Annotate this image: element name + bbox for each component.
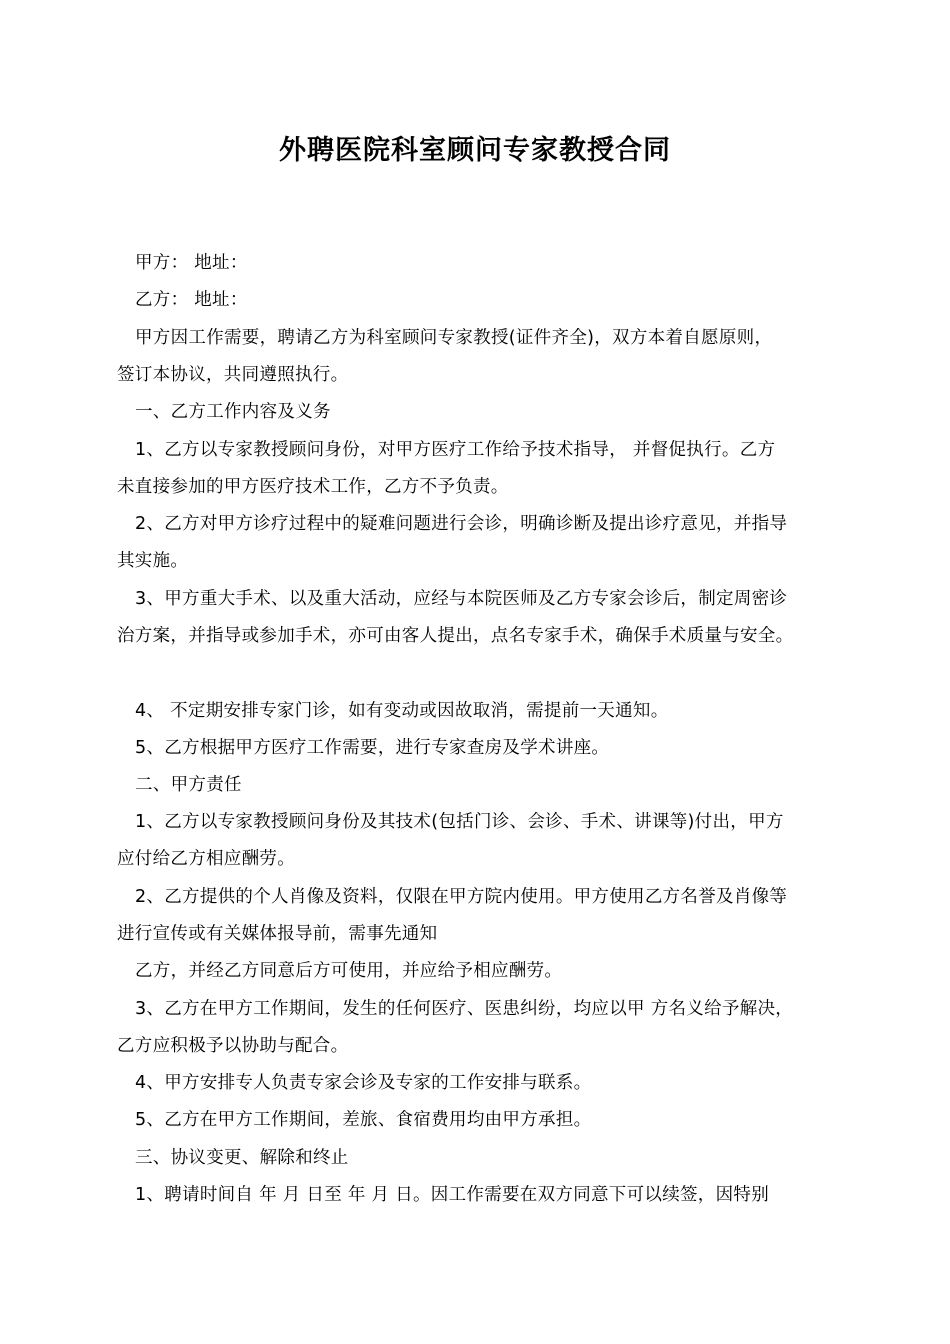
party-a-line: 甲方： 地址： — [135, 253, 248, 273]
paragraph-line: 5、乙方在甲方工作期间，差旅、食宿费用均由甲方承担。 — [135, 1110, 592, 1130]
paragraph-line: 3、乙方在甲方工作期间，发生的任何医疗、医患纠纷，均应以甲 方名义给予解决， — [135, 999, 794, 1019]
party-b-line: 乙方： 地址： — [135, 290, 248, 310]
paragraph-line: 1、乙方以专家教授顾问身份，对甲方医疗工作给予技术指导， 并督促执行。乙方 — [135, 440, 776, 460]
document-title: 外聘医院科室顾问专家教授合同 — [279, 135, 671, 166]
paragraph-line: 4、 不定期安排专家门诊，如有变动或因故取消，需提前一天通知。 — [135, 701, 669, 721]
paragraph-line: 签订本协议，共同遵照执行。 — [117, 365, 349, 385]
paragraph-line: 3、甲方重大手术、以及重大活动，应经与本院医师及乙方专家会诊后，制定周密诊 — [135, 589, 788, 609]
paragraph-line: 1、聘请时间自 年 月 日至 年 月 日。因工作需要在双方同意下可以续签，因特别 — [135, 1185, 770, 1205]
paragraph-line: 应付给乙方相应酬劳。 — [117, 849, 295, 869]
section-heading: 一、乙方工作内容及义务 — [135, 402, 331, 422]
section-heading: 三、协议变更、解除和终止 — [135, 1148, 349, 1168]
paragraph-line: 2、乙方提供的个人肖像及资料，仅限在甲方院内使用。甲方使用乙方名誉及肖像等 — [135, 887, 788, 907]
paragraph-line: 乙方应积极予以协助与配合。 — [117, 1036, 349, 1056]
paragraph-line: 甲方因工作需要，聘请乙方为科室顾问专家教授(证件齐全)，双方本着自愿原则， — [135, 328, 773, 348]
paragraph-line: 2、乙方对甲方诊疗过程中的疑难问题进行会诊，明确诊断及提出诊疗意见，并指导 — [135, 514, 788, 534]
paragraph-line: 1、乙方以专家教授顾问身份及其技术(包括门诊、会诊、手术、讲课等)付出，甲方 — [135, 812, 784, 832]
paragraph-line: 治方案，并指导或参加手术，亦可由客人提出，点名专家手术，确保手术质量与安全。 — [117, 626, 794, 646]
paragraph-line: 4、甲方安排专人负责专家会诊及专家的工作安排与联系。 — [135, 1073, 592, 1093]
paragraph-line: 乙方，并经乙方同意后方可使用，并应给予相应酬劳。 — [135, 961, 563, 981]
section-heading: 二、甲方责任 — [135, 775, 242, 795]
paragraph-line: 进行宣传或有关媒体报导前，需事先通知 — [117, 924, 438, 944]
paragraph-line: 5、乙方根据甲方医疗工作需要，进行专家查房及学术讲座。 — [135, 738, 610, 758]
paragraph-line: 未直接参加的甲方医疗技术工作，乙方不予负责。 — [117, 477, 509, 497]
paragraph-line: 其实施。 — [117, 551, 189, 571]
